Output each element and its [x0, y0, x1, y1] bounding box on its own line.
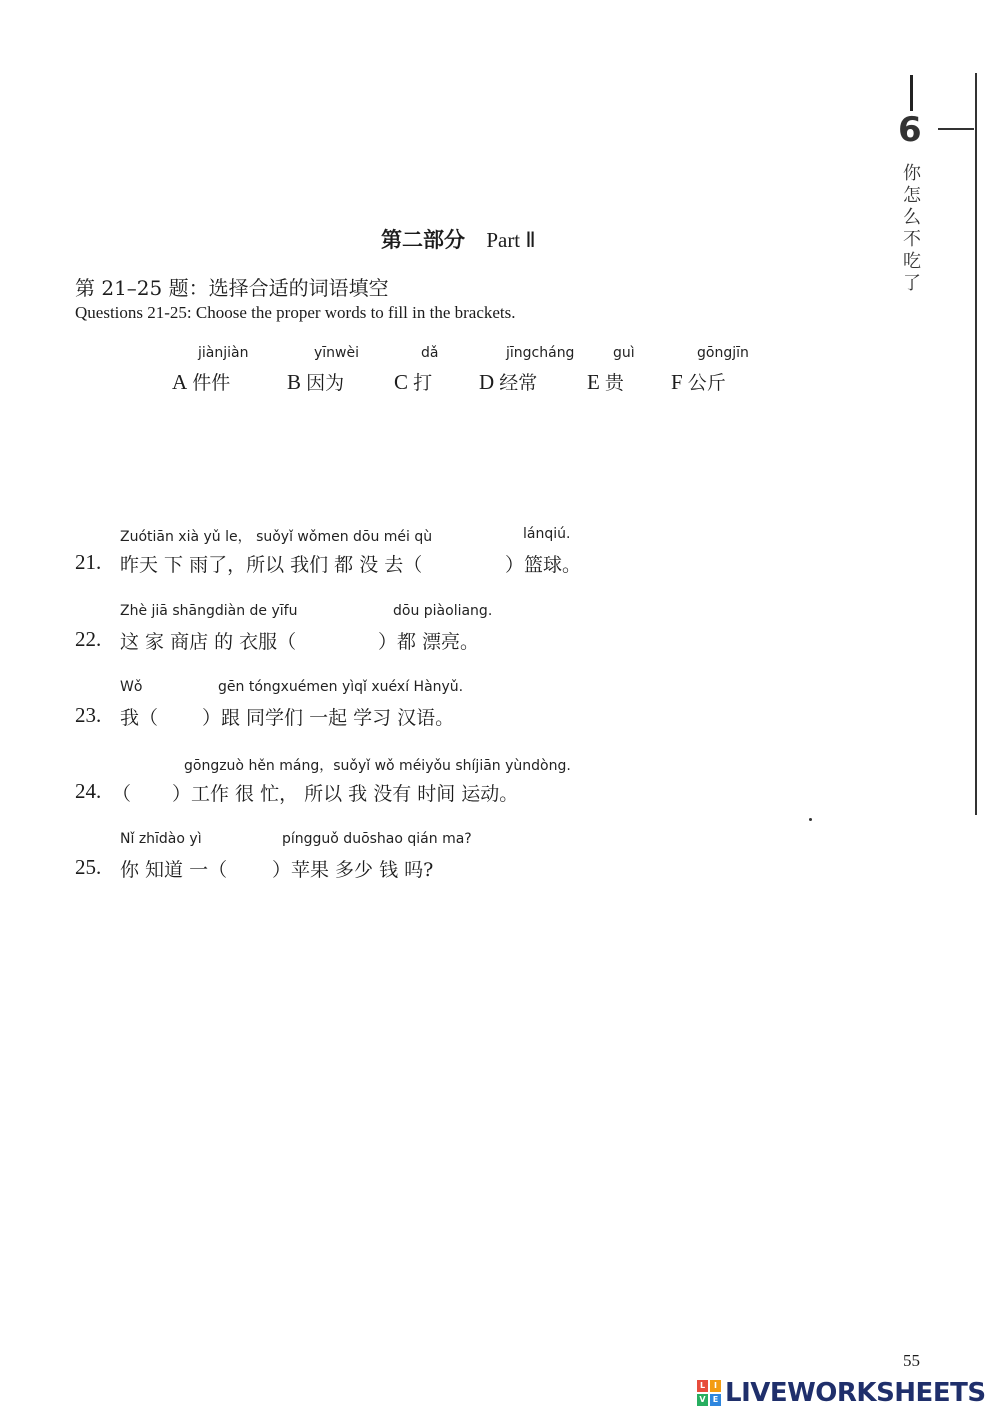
option-e-letter: E: [587, 370, 600, 394]
option-e-word: 贵: [604, 372, 624, 394]
question-22: [0, 603, 1000, 673]
question-23-number: 23.: [75, 703, 102, 727]
option-d-pinyin: jīngcháng: [506, 345, 575, 361]
option-a-word: 件件: [192, 372, 231, 394]
question-22-text-a: 这 家 商店 的 衣服（: [120, 631, 297, 653]
option-f-pinyin: gōngjīn: [697, 345, 749, 361]
option-b-pinyin: yīnwèi: [314, 345, 360, 361]
question-25-pinyin-b: píngguǒ duōshao qián ma?: [282, 831, 472, 847]
question-25-blank[interactable]: [228, 851, 270, 881]
page-number: 55: [903, 1351, 920, 1370]
instructions-en: Questions 21-25: Choose the proper words to fill in the brackets.: [75, 303, 516, 322]
option-e-pinyin: guì: [613, 345, 635, 361]
question-25-pinyin-a: Nǐ zhīdào yì: [120, 831, 202, 847]
question-23-blank[interactable]: [160, 699, 200, 729]
option-d[interactable]: [479, 368, 537, 395]
option-c-letter: C: [394, 370, 409, 394]
question-21-pinyin-b: lánqiú.: [523, 526, 571, 542]
question-25-text-b: ）苹果 多少 钱 吗?: [272, 859, 434, 881]
logo-tiles-icon: L I V E: [697, 1380, 721, 1406]
question-23-pinyin-a: Wǒ: [120, 679, 143, 695]
question-21-pinyin-a: Zuótiān xià yǔ le， suǒyǐ wǒmen dōu méi qù: [120, 529, 433, 545]
question-24-text-a: （: [112, 783, 132, 805]
option-a-pinyin: jiànjiàn: [198, 345, 249, 361]
question-25-text-a: 你 知道 一（: [120, 859, 228, 881]
option-a-letter: A: [172, 370, 188, 394]
question-24-blank[interactable]: [131, 775, 171, 805]
question-22-pinyin-a: Zhè jiā shāngdiàn de yīfu: [120, 603, 298, 619]
question-23: [0, 679, 1000, 749]
speck: [809, 818, 812, 821]
chapter-rule: [938, 128, 974, 130]
chapter-marker-bar: [910, 75, 913, 111]
option-a[interactable]: [172, 368, 230, 395]
option-c-word: 打: [413, 372, 433, 394]
chapter-number: 6: [898, 110, 922, 150]
question-22-blank[interactable]: [334, 623, 376, 653]
option-f-letter: F: [671, 370, 683, 394]
question-25: [0, 831, 1000, 901]
question-21-text-a: 昨天 下 雨了，所以 我们 都 没 去（: [120, 554, 423, 576]
question-24-pinyin-b: gōngzuò hěn máng，suǒyǐ wǒ méiyǒu shíjiān yùndòng.: [184, 758, 571, 774]
question-23-text-a: 我（: [120, 707, 159, 729]
question-24-text-b: ）工作 很 忙， 所以 我 没有 时间 运动。: [172, 783, 519, 805]
option-d-word: 经常: [499, 372, 538, 394]
question-22-text-b: ）都 漂亮。: [378, 631, 480, 653]
liveworksheets-logo: [697, 1378, 986, 1408]
option-f[interactable]: [671, 368, 726, 395]
question-24: [0, 755, 1000, 825]
option-b[interactable]: [287, 368, 344, 395]
logo-text: LIVEWORKSHEETS: [725, 1378, 986, 1408]
option-e[interactable]: [587, 368, 624, 395]
option-c[interactable]: [394, 368, 432, 395]
option-b-letter: B: [287, 370, 302, 394]
option-c-pinyin: dǎ: [421, 345, 439, 361]
option-b-word: 因为: [306, 372, 345, 394]
instructions-cn: 第 21–25 题：选择合适的词语填空: [75, 276, 389, 300]
question-24-number: 24.: [75, 779, 102, 803]
question-25-number: 25.: [75, 855, 102, 879]
question-21-blank[interactable]: [462, 546, 504, 576]
question-23-text-b: ）跟 同学们 一起 学习 汉语。: [202, 707, 455, 729]
question-21: [0, 526, 1000, 596]
section-title-en: Part Ⅱ: [486, 228, 536, 252]
chapter-title: 你怎么不吃了: [903, 163, 921, 294]
question-22-pinyin-b: dōu piàoliang.: [393, 603, 493, 619]
option-d-letter: D: [479, 370, 495, 394]
section-title-cn: 第二部分: [381, 227, 465, 252]
question-21-text-b: ）篮球。: [505, 554, 582, 576]
option-f-word: 公斤: [687, 372, 726, 394]
question-23-pinyin-b: gēn tóngxuémen yìqǐ xuéxí Hànyǔ.: [218, 679, 464, 695]
question-22-number: 22.: [75, 627, 102, 651]
question-21-number: 21.: [75, 550, 102, 574]
section-title: [381, 224, 536, 254]
